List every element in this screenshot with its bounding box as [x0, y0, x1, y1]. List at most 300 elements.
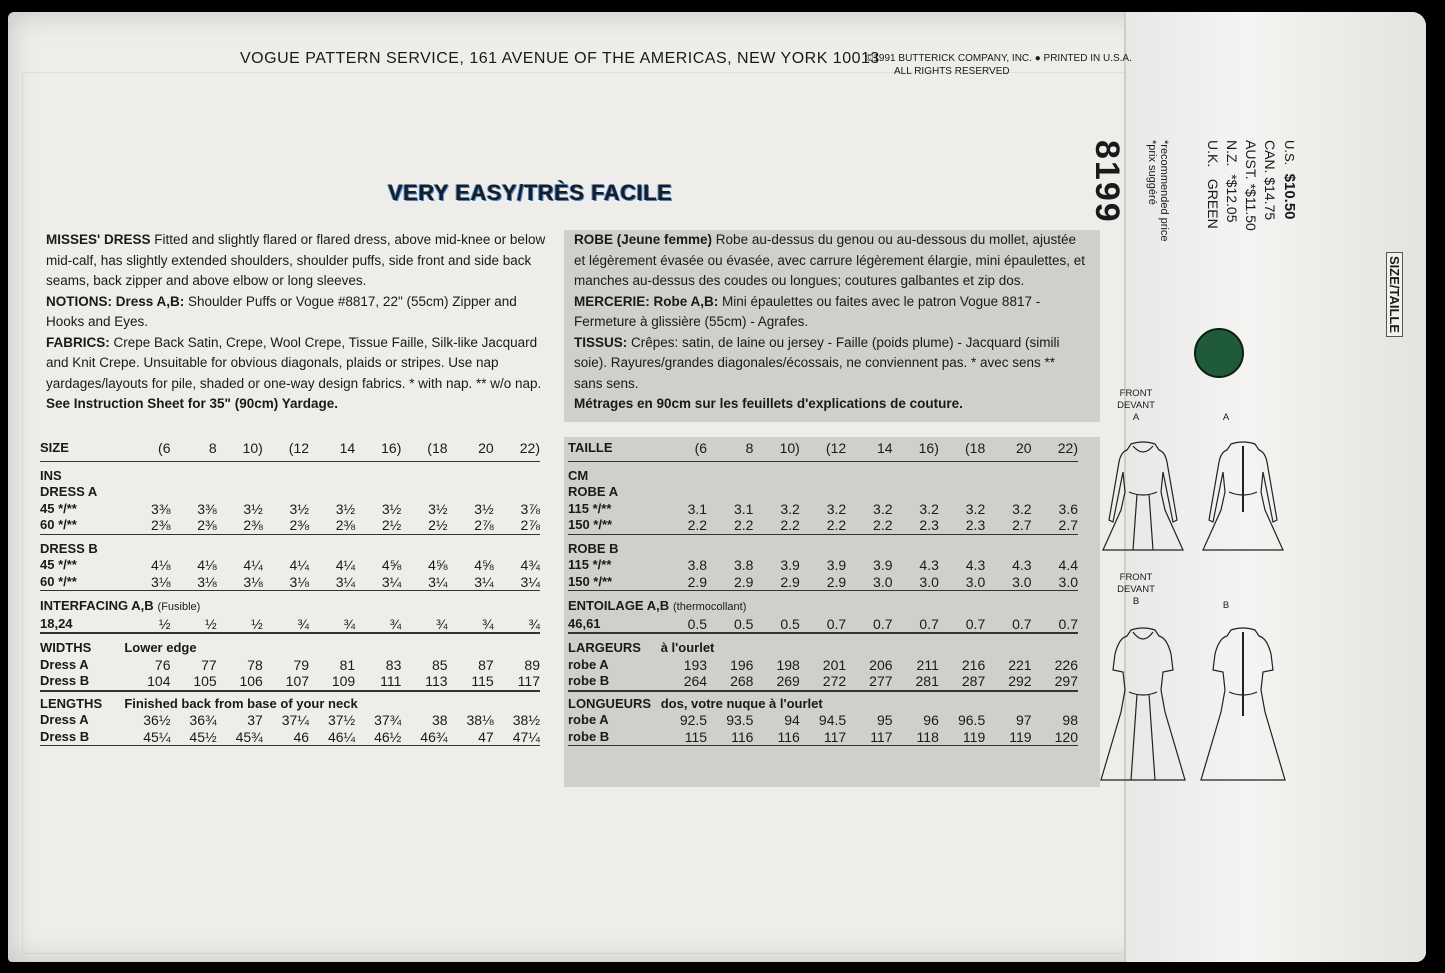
- table-cell: 2.2: [780, 517, 800, 533]
- table-cell: 37¼: [281, 712, 310, 728]
- price-nz-value: *$12.05: [1224, 174, 1240, 223]
- size-header-cell: (18: [965, 440, 986, 456]
- unit-label: CM: [568, 467, 589, 483]
- dress-a-row: [568, 517, 1078, 534]
- size-header-cell: (6: [694, 440, 708, 456]
- table-cell: 2.9: [826, 573, 847, 590]
- price-uk-value: GREEN: [1205, 178, 1221, 229]
- widths-row-label: robe B: [568, 673, 610, 688]
- dress-b-front: [1101, 628, 1185, 780]
- difficulty-title: VERY EASY/TRÈS FACILE: [388, 180, 673, 205]
- lengths-row-label: robe B: [568, 728, 610, 744]
- table-cell: 3⅛: [243, 573, 263, 590]
- table-cell: 226: [1054, 656, 1078, 673]
- desc-en-head-3: FABRICS:: [46, 334, 110, 350]
- table-cell: 2⅜: [289, 517, 310, 533]
- table-cell: 4⅝: [474, 557, 494, 573]
- lengths-note: dos, votre nuque à l'ourlet: [660, 695, 823, 711]
- table-cell: 46¾: [420, 728, 448, 745]
- devant-a-word: DEVANT: [1117, 400, 1155, 411]
- size-header-cell: 22): [519, 440, 540, 456]
- table-cell: 3⅛: [151, 573, 171, 590]
- price-nz-label: N.Z.: [1224, 140, 1240, 167]
- table-cell: 113: [425, 673, 448, 689]
- price-note-1: *recommended price: [1158, 140, 1170, 242]
- widths-label: LARGEURS: [568, 640, 641, 655]
- table-cell: 3.0: [1058, 573, 1078, 590]
- table-cell: 117: [823, 728, 847, 745]
- table-cell: 3.2: [780, 500, 800, 517]
- dress-a-head: [568, 484, 1078, 501]
- table-cell: 45¼: [143, 728, 171, 745]
- size-header-cell: 8: [208, 440, 217, 456]
- unit-row: [40, 461, 540, 484]
- size-header-row: [568, 440, 1078, 461]
- table-cell: 2.9: [687, 573, 708, 590]
- widths-row-label: robe A: [568, 656, 609, 672]
- table-cell: ½: [251, 615, 263, 632]
- table-cell: 287: [961, 673, 986, 689]
- table-cell: 3½: [428, 500, 448, 517]
- lengths-label: LONGUEURS: [568, 695, 652, 711]
- table-cell: 2⅜: [151, 517, 171, 533]
- desc-en-text-2: Shoulder Puffs or Vogue #8817, 22" (55cm) Zipper and Hooks and Eyes.: [46, 293, 517, 329]
- table-cell: 268: [730, 673, 754, 689]
- lengths-row: [568, 729, 1078, 746]
- table-cell: 0.5: [687, 615, 708, 632]
- table-cell: ½: [204, 615, 217, 632]
- table-cell: 46: [293, 728, 310, 745]
- table-cell: 96: [923, 712, 939, 728]
- size-header-cell: (12: [288, 440, 310, 456]
- table-cell: 81: [339, 656, 356, 673]
- dress-b-label: DRESS B: [40, 540, 98, 556]
- lengths-head: [40, 691, 540, 713]
- lengths-row-label: robe A: [568, 712, 609, 727]
- table-cell: 2.7: [1012, 517, 1032, 533]
- dress-b-head: [568, 534, 1078, 557]
- dress-a-row-label: 115 */**: [568, 500, 612, 516]
- table-cell: 96.5: [957, 712, 986, 728]
- table-cell: 3.9: [873, 557, 893, 573]
- table-cell: 104: [147, 673, 171, 689]
- table-cell: 0.7: [1012, 615, 1032, 632]
- table-cell: 3⅛: [289, 573, 310, 590]
- table-cell: 2½: [381, 517, 402, 533]
- table-cell: 3.0: [873, 573, 893, 590]
- size-header-cell: (18: [427, 440, 448, 456]
- table-cell: 292: [1008, 673, 1032, 689]
- interfacing-row-label: 46,61: [568, 615, 601, 631]
- price-can-row: [1262, 140, 1278, 220]
- price-us-value: $10.50: [1281, 173, 1298, 220]
- table-cell: 201: [822, 656, 847, 673]
- size-header-label: TAILLE: [568, 440, 613, 455]
- table-cell: 3¼: [520, 573, 540, 590]
- table-cell: 117: [517, 673, 540, 689]
- dress-b-row: [568, 574, 1078, 591]
- size-header-cell: 10): [779, 440, 800, 456]
- table-cell: 216: [961, 656, 986, 673]
- table-cell: 269: [776, 673, 800, 689]
- table-cell: 0.7: [873, 615, 893, 632]
- dress-b-row: [568, 557, 1078, 574]
- table-cell: 198: [776, 656, 800, 673]
- table-cell: 3.8: [687, 557, 708, 573]
- dress-a-illustrations: [1093, 432, 1293, 572]
- dress-b-row-label: 45 */**: [40, 557, 77, 572]
- dress-a-row-label: 150 */**: [568, 517, 613, 532]
- table-cell: 115: [471, 673, 494, 689]
- table-cell: 3⅛: [197, 573, 217, 590]
- yardage-table-english: [40, 440, 540, 748]
- desc-fr-note: Métrages en 90cm sur les feuillets d'explications de couture.: [574, 396, 963, 411]
- widths-row: [40, 673, 540, 691]
- table-cell: 4.4: [1058, 557, 1078, 573]
- table-cell: 116: [777, 728, 800, 745]
- table-cell: 0.7: [1058, 615, 1078, 632]
- table-cell: 3.6: [1058, 500, 1078, 517]
- interfacing-note: (thermocollant): [673, 601, 747, 613]
- table-cell: 115: [684, 728, 708, 745]
- lengths-row: [40, 712, 540, 729]
- table-cell: 2.2: [873, 517, 893, 533]
- copyright-line: ©1991 BUTTERICK COMPANY, INC. ● PRINTED IN U.S.A.: [866, 53, 1132, 64]
- table-cell: 196: [730, 656, 754, 673]
- size-header-cell: 14: [339, 440, 356, 456]
- table-cell: 3.2: [965, 500, 986, 517]
- table-cell: ¾: [297, 615, 310, 632]
- size-header-row: [40, 440, 540, 461]
- table-cell: 3.1: [733, 500, 754, 517]
- table-cell: 36½: [143, 712, 171, 728]
- table-cell: 83: [385, 656, 402, 673]
- table-cell: 4⅝: [381, 557, 402, 573]
- price-aust-row: [1243, 140, 1259, 231]
- dress-b-row: [40, 557, 540, 574]
- price-aust-label: AUST.: [1243, 140, 1259, 180]
- dress-a-label: DRESS A: [40, 484, 98, 499]
- dress-a-row: [568, 501, 1078, 518]
- lengths-label: LENGTHS: [40, 695, 103, 711]
- price-can-label: CAN.: [1262, 140, 1278, 174]
- green-size-dot: [1194, 328, 1244, 378]
- table-cell: 119: [1009, 728, 1032, 745]
- front-a-word: FRONT: [1119, 388, 1153, 399]
- interfacing-head: [40, 591, 540, 616]
- size-header-cell: 20: [478, 440, 494, 456]
- table-cell: 4.3: [1012, 557, 1032, 573]
- table-cell: 3½: [474, 500, 494, 517]
- table-cell: 107: [285, 673, 310, 689]
- table-cell: 116: [731, 728, 754, 745]
- desc-en-text-3: Crepe Back Satin, Crepe, Wool Crepe, Tissue Faille, Silk-like Jacquard and Knit Crepe. Unsuitable for obvious diagonals, plaids or stripes. Use nap yardages/layouts for pile, shaded or one-way design fabrics. * with nap. ** w/o nap.: [46, 334, 542, 391]
- english-description: [46, 230, 556, 415]
- table-cell: 37½: [327, 712, 356, 728]
- table-cell: ¾: [389, 615, 402, 632]
- table-cell: 97: [1016, 712, 1032, 728]
- desc-en-text-1: Fitted and slightly flared or flared dress, above mid-knee or below mid-calf, has slightly extended shoulders, shoulder puffs, side front and side back seams, back zipper and above elbow or long sleeves.: [46, 232, 546, 288]
- table-cell: ¾: [435, 615, 448, 632]
- table-cell: 2.9: [780, 573, 800, 590]
- size-header-cell: 10): [242, 440, 263, 456]
- table-cell: 89: [524, 656, 540, 673]
- widths-row: [40, 657, 540, 674]
- desc-en-head-1: MISSES' DRESS: [46, 232, 151, 247]
- publisher-address: VOGUE PATTERN SERVICE, 161 AVENUE OF THE AMERICAS, NEW YORK 10013: [240, 50, 880, 67]
- table-cell: 0.7: [826, 615, 847, 632]
- lengths-row: [40, 729, 540, 746]
- price-uk-label: U.K.: [1205, 140, 1221, 168]
- widths-label: WIDTHS: [40, 640, 92, 655]
- desc-fr-text-3: Crêpes: satin, de laine ou jersey - Faille (poids plume) - Jacquard (simili soie). Rayures/grandes diagonales/écossais, ne conviennent pas. * avec sens ** sans sens.: [574, 334, 1060, 391]
- table-cell: 2⅞: [520, 517, 540, 533]
- dress-a-head: [40, 484, 540, 501]
- devant-b-word: DEVANT: [1117, 584, 1155, 595]
- table-cell: 2⅞: [474, 517, 494, 533]
- table-cell: 111: [380, 673, 402, 689]
- table-cell: 37: [247, 712, 263, 728]
- front-b-word: FRONT: [1119, 572, 1153, 583]
- table-cell: 95: [876, 712, 893, 728]
- size-header-cell: 8: [745, 440, 754, 456]
- desc-fr-head-3: TISSUS:: [574, 334, 628, 350]
- table-cell: 193: [683, 656, 708, 673]
- size-header-cell: 16): [918, 440, 939, 456]
- front-a-letter: A: [1132, 412, 1140, 423]
- table-cell: 4¼: [243, 557, 263, 573]
- table-cell: 297: [1054, 673, 1078, 689]
- lengths-row: [568, 712, 1078, 729]
- lengths-row-label: Dress A: [40, 712, 89, 727]
- desc-fr-text-1: Robe au-dessus du genou ou au-dessous du mollet, ajustée et légèrement évasée ou évasée, avec carrure légèrement élargie, mini épaulettes, et manches au-dessus des coudes ou longues; coutures galbantes et zip dos.: [574, 232, 1086, 288]
- table-cell: 3.2: [919, 500, 939, 517]
- table-cell: 4¼: [335, 557, 356, 573]
- table-cell: 4⅝: [428, 557, 448, 573]
- table-cell: 2⅜: [197, 517, 217, 533]
- desc-fr-head-1: ROBE (Jeune femme): [574, 232, 713, 247]
- desc-en-note: See Instruction Sheet for 35" (90cm) Yardage.: [46, 396, 339, 411]
- widths-row: [568, 673, 1078, 691]
- front-a-caption: [1106, 388, 1166, 424]
- widths-head: [568, 633, 1078, 657]
- table-cell: 2½: [428, 517, 448, 533]
- table-cell: 46¼: [327, 728, 356, 745]
- table-cell: 264: [683, 673, 708, 689]
- table-cell: 79: [293, 656, 310, 673]
- unit-row: [568, 461, 1078, 484]
- table-cell: ¾: [528, 615, 540, 632]
- table-cell: 3⅜: [197, 500, 217, 517]
- table-cell: 4¾: [520, 557, 540, 573]
- copyright-notice: [866, 52, 1132, 78]
- lengths-note: Finished back from base of your neck: [124, 695, 358, 711]
- yardage-table-french: [568, 440, 1078, 748]
- table-cell: 2.3: [965, 517, 986, 533]
- table-cell: 45¾: [235, 728, 263, 745]
- table-cell: 211: [916, 656, 939, 673]
- table-cell: 2.9: [733, 573, 754, 590]
- table-cell: 2.2: [687, 517, 708, 533]
- table-cell: 3.2: [873, 500, 893, 517]
- table-cell: ¾: [343, 615, 356, 632]
- size-header-cell: 20: [1016, 440, 1032, 456]
- size-header-cell: 14: [876, 440, 893, 456]
- widths-row-label: Dress B: [40, 673, 90, 688]
- dress-b-row: [40, 574, 540, 591]
- size-header-cell: (6: [158, 440, 171, 456]
- size-header-cell: 16): [381, 440, 402, 456]
- table-cell: 3.2: [826, 500, 847, 517]
- table-cell: 3.2: [1012, 500, 1032, 517]
- dress-b-row-label: 115 */**: [568, 557, 612, 572]
- table-cell: 36¾: [189, 712, 217, 728]
- dress-b-row-label: 60 */**: [40, 573, 77, 589]
- pattern-number: 8199: [1088, 140, 1126, 224]
- dress-a-row-label: 60 */**: [40, 517, 77, 532]
- table-cell: 38½: [512, 712, 540, 728]
- table-cell: 92.5: [679, 712, 708, 728]
- interfacing-row: [568, 616, 1078, 634]
- table-cell: 3¼: [474, 573, 494, 590]
- table-cell: 109: [331, 673, 356, 689]
- table-cell: 46½: [374, 728, 402, 745]
- desc-fr-text-2: Mini épaulettes ou faites avec le patron Vogue 8817 - Fermeture à glissière (55cm) - Agrafes.: [574, 293, 1041, 329]
- table-cell: 3.1: [687, 500, 708, 517]
- desc-en-head-2: NOTIONS: Dress A,B:: [46, 293, 185, 309]
- table-cell: 119: [962, 728, 986, 745]
- size-header-cell: (12: [825, 440, 847, 456]
- table-cell: 0.7: [919, 615, 939, 632]
- table-cell: 105: [193, 673, 217, 689]
- interfacing-label: ENTOILAGE A,B: [568, 598, 670, 613]
- table-cell: ½: [158, 615, 171, 632]
- table-cell: 4.3: [965, 557, 986, 573]
- price-us-row: [1281, 140, 1298, 220]
- interfacing-head: [568, 591, 1078, 616]
- table-cell: 118: [916, 728, 939, 745]
- table-cell: 3½: [381, 500, 402, 517]
- table-cell: 3½: [243, 500, 263, 517]
- back-a-caption: A: [1222, 412, 1230, 423]
- dress-b-head: [40, 534, 540, 557]
- table-cell: 85: [431, 656, 448, 673]
- size-header-cell: 22): [1057, 440, 1078, 456]
- price-uk-row: [1205, 140, 1221, 229]
- table-cell: 3.0: [919, 573, 939, 590]
- interfacing-row-label: 18,24: [40, 615, 73, 631]
- table-cell: 4.3: [919, 557, 939, 573]
- dress-b-illustrations: [1093, 620, 1293, 790]
- table-cell: 3.0: [965, 573, 986, 590]
- dress-b-label: ROBE B: [568, 540, 619, 556]
- dress-a-row: [40, 501, 540, 518]
- dress-a-row: [40, 517, 540, 534]
- table-cell: 3½: [335, 500, 356, 517]
- table-cell: 2.2: [826, 517, 847, 533]
- widths-note: à l'ourlet: [660, 640, 715, 655]
- table-cell: 2.3: [919, 517, 939, 533]
- table-cell: 47: [478, 728, 494, 745]
- dress-a-front: [1103, 442, 1183, 550]
- table-cell: 0.7: [965, 615, 986, 632]
- table-cell: 120: [1054, 728, 1078, 745]
- table-cell: 4⅛: [197, 557, 217, 573]
- table-cell: 3⅞: [520, 500, 540, 517]
- table-cell: 77: [201, 656, 217, 673]
- price-note: [1146, 140, 1170, 242]
- table-cell: 3⅜: [151, 500, 171, 517]
- table-cell: 38: [431, 712, 448, 728]
- table-cell: 272: [822, 673, 847, 689]
- rights-line: ALL RIGHTS RESERVED: [894, 66, 1010, 77]
- table-cell: 3¼: [381, 573, 402, 590]
- lengths-head: [568, 691, 1078, 713]
- table-cell: 87: [478, 656, 494, 673]
- table-cell: 2.2: [733, 517, 754, 533]
- table-cell: 2⅜: [243, 517, 263, 533]
- table-cell: 45½: [189, 728, 217, 745]
- widths-note: Lower edge: [124, 640, 197, 655]
- table-cell: 106: [239, 673, 263, 689]
- table-cell: 47¼: [512, 728, 540, 745]
- table-cell: 78: [247, 656, 263, 673]
- front-b-letter: B: [1132, 596, 1140, 607]
- table-cell: 3.9: [780, 557, 800, 573]
- table-cell: 3.9: [826, 557, 847, 573]
- table-cell: 94: [784, 712, 800, 728]
- table-cell: 206: [869, 656, 893, 673]
- interfacing-row: [40, 616, 540, 634]
- widths-head: [40, 633, 540, 657]
- table-cell: 93.5: [726, 712, 754, 728]
- desc-fr-head-2: MERCERIE: Robe A,B:: [574, 293, 719, 309]
- table-cell: 37¾: [374, 712, 402, 728]
- table-cell: 94.5: [818, 712, 847, 728]
- table-cell: 3½: [289, 500, 310, 517]
- size-header-label: SIZE: [40, 440, 69, 455]
- price-aust-value: *$11.50: [1243, 183, 1259, 231]
- price-nz-row: [1224, 140, 1240, 223]
- table-cell: 117: [870, 728, 893, 745]
- widths-row: [568, 657, 1078, 674]
- dress-a-label: ROBE A: [568, 484, 619, 499]
- table-cell: 4⅛: [151, 557, 171, 573]
- size-tab-label: SIZE/TAILLE: [1386, 252, 1403, 337]
- back-b-caption: B: [1222, 600, 1230, 611]
- lengths-row-label: Dress B: [40, 728, 90, 744]
- table-cell: ¾: [482, 615, 494, 632]
- table-cell: 3¼: [428, 573, 448, 590]
- widths-row-label: Dress A: [40, 656, 89, 672]
- table-cell: 4¼: [289, 557, 310, 573]
- pattern-envelope: [8, 12, 1426, 962]
- table-cell: 221: [1008, 656, 1032, 673]
- table-cell: 3¼: [335, 573, 356, 590]
- table-cell: 277: [869, 673, 893, 689]
- french-description: [574, 230, 1086, 415]
- table-cell: 3.0: [1012, 573, 1032, 590]
- unit-label: INS: [40, 467, 62, 483]
- interfacing-note: (Fusible): [157, 601, 201, 613]
- table-cell: 0.5: [733, 615, 754, 632]
- table-cell: 76: [154, 656, 171, 673]
- price-can-value: $14.75: [1262, 177, 1278, 221]
- table-cell: 98: [1062, 712, 1078, 728]
- interfacing-label: INTERFACING A,B: [40, 598, 154, 613]
- table-cell: 0.5: [780, 615, 800, 632]
- price-us-label: U.S.: [1282, 140, 1297, 166]
